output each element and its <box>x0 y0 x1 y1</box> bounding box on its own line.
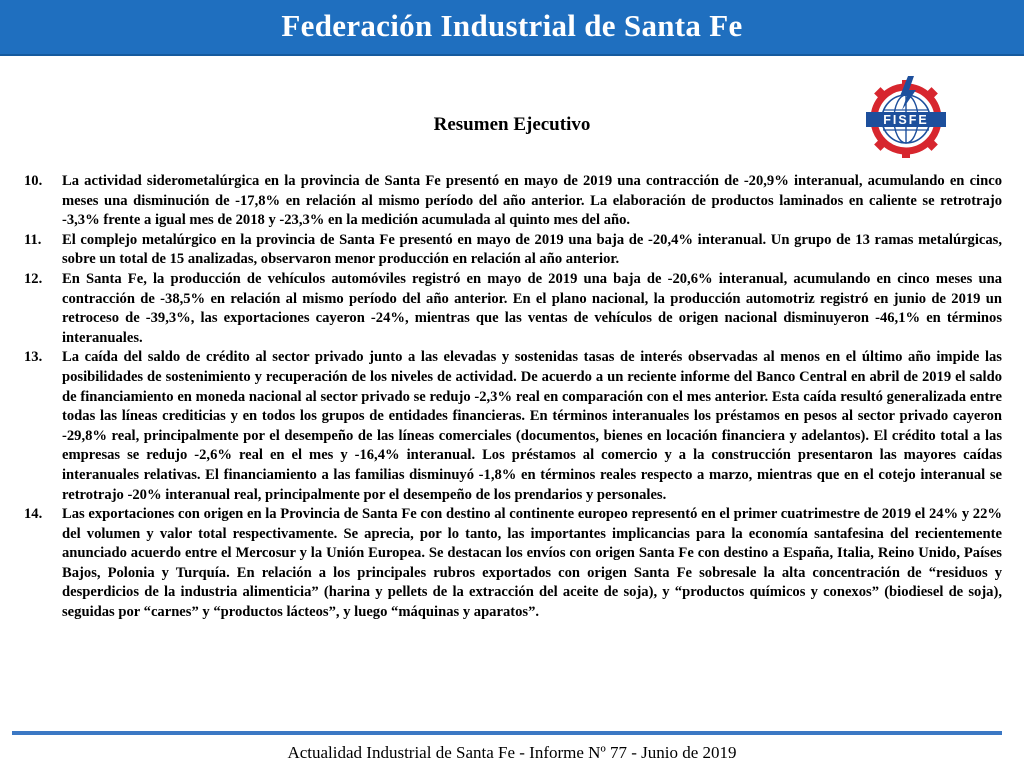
item-number: 12. <box>24 270 43 287</box>
list-item <box>24 348 1002 505</box>
item-text: El complejo metalúrgico en la provincia de Santa Fe presentó en mayo de 2019 una baja de -20,4% interanual. Un grupo de 13 ramas metalúrgicas, sobre un total de 15 analizadas, observaron menor producción en relación al año anterior. <box>62 231 1002 268</box>
item-text: Las exportaciones con origen en la Provincia de Santa Fe con destino al continente europeo representó en el primer cuatrimestre de 2019 el 24% y 22% del volumen y valor total respectivamente. Se aprecia, por lo tanto, las importantes implicancias para la economía santafesina del recientemente anunciado acuerdo entre el Mercosur y la Unión Europea. Se destacan los envíos con origen Santa Fe con destino a España, Italia, Reino Unido, Países Bajos, Polonia y Turquía. En relación a los principales rubros exportados con origen Santa Fe sobresale la alta concentración de “residuos y desperdicios de la industria alimenticia” (harina y pellets de la extracción del aceite de soja), y “productos químicos y conexos” (biodiesel de soja), seguidas por “carnes” y “productos lácteos”, y luego “máquinas y aparatos”. <box>62 506 1002 621</box>
list-item <box>24 231 1002 270</box>
item-number: 13. <box>24 349 43 366</box>
summary-list <box>24 172 1002 623</box>
list-item <box>24 270 1002 348</box>
page-title: Federación Industrial de Santa Fe <box>281 8 743 43</box>
footer-divider <box>12 731 1002 735</box>
item-number: 11. <box>24 231 42 248</box>
section-title: Resumen Ejecutivo <box>433 114 591 135</box>
item-number: 10. <box>24 173 43 189</box>
item-text: La caída del saldo de crédito al sector privado junto a las elevadas y sostenidas tasas de interés observadas al menos en el último año impide las posibilidades de sostenimiento y recuperación de los niveles de actividad. De acuerdo a un reciente informe del Banco Central en abril de 2019 el saldo de financiamiento en moneda nacional al sector privado se redujo -2,3% real en comparación con el mes anterior. Esta caída resultó generalizada entre todas las líneas crediticias y en todos los grupos de entidades financieras. En términos interanuales los préstamos en pesos al sector privado cayeron -29,8% real, principalmente por el desempeño de las líneas comerciales (documentos, bienes en locación financiera y adelantos). El crédito total a las empresas se redujo -2,6% real en el mes y -16,4% interanual. Los préstamos al comercio y a la construcción presentaron las mayores caídas interanuales relativas. El financiamiento a las familias disminuyó -1,8% en términos reales respecto a marzo, mientras que en el cotejo interanual se retrotrajo -20% interanual real, principalmente por el desempeño de los prendarios y personales. <box>62 349 1002 503</box>
header-bar <box>0 0 1024 56</box>
item-number: 14. <box>24 506 43 523</box>
list-item <box>24 505 1002 623</box>
footer-text: Actualidad Industrial de Santa Fe - Informe Nº 77 - Junio de 2019 <box>287 743 737 762</box>
item-text: La actividad siderometalúrgica en la provincia de Santa Fe presentó en mayo de 2019 una contracción de -20,9% interanual, acumulando en cinco meses una disminución de -17,8% en relación al mismo período del año anterior. La elaboración de productos laminados en caliente se retrotrajo -3,3% frente a igual mes de 2018 y -23,3% en la medición acumulada al quinto mes del año. <box>62 173 1002 229</box>
item-text: En Santa Fe, la producción de vehículos automóviles registró en mayo de 2019 una baja de -20,6% interanual, acumulando en cinco meses una contracción de -38,5% en relación al mismo período del año anterior. En el plano nacional, la producción automotriz registró en junio de 2019 un retroceso de -39,3%, las exportaciones cayeron -24%, mientras que las ventas de vehículos de origen nacional disminuyeron -46,1% en términos interanuales. <box>62 270 1002 346</box>
list-item <box>24 172 1002 231</box>
logo-text: FISFE <box>883 113 929 127</box>
